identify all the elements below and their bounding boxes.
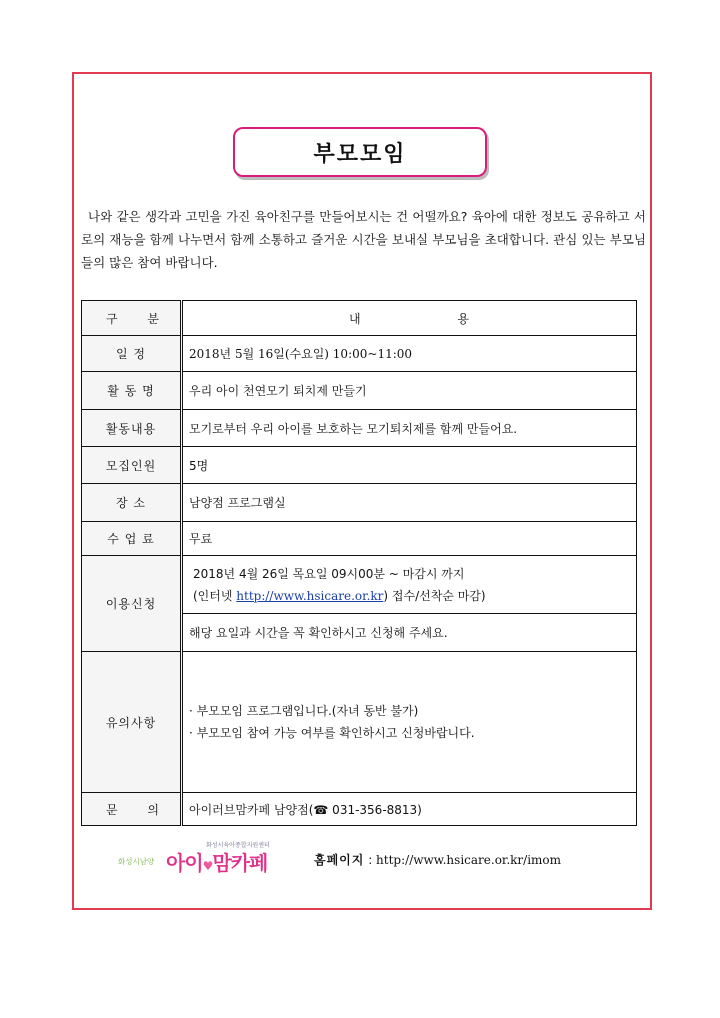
homepage-info: [314, 851, 561, 868]
header-label-cell: [82, 301, 182, 336]
table-header-row: [82, 301, 637, 336]
intro-paragraph: 나와 같은 생각과 고민을 가진 육아친구를 만들어보시는 건 어떨까요? 육아에 대한 정보도 공유하고 서로의 재능을 함께 나누면서 함께 소통하고 즐거운 시간을 보내실 부모님을 초대합니다. 관심 있는 부모님들의 많은 참여 바랍니다.: [81, 209, 646, 270]
header-content-cell: [182, 301, 637, 336]
apply-note: 해당 요일과 시간을 꼭 확인하시고 신청해 주세요.: [182, 614, 637, 652]
table-row: [82, 336, 637, 372]
logo-main-text: [166, 847, 267, 876]
contact-label-char-1: 문: [106, 802, 119, 817]
contact-value: 아이러브맘카페 남양점(☎ 031-356-8813): [182, 793, 637, 826]
notice-item-2: · 부모모임 참여 가능 여부를 확인하시고 신청바랍니다.: [189, 726, 475, 740]
table-row: [82, 793, 637, 826]
apply-line-1: 2018년 4월 26일 목요일 09시00분 ~ 마감시 까지: [193, 566, 465, 581]
contact-label-char-2: 의: [147, 802, 160, 817]
apply-line-2-prefix: (인터넷: [193, 588, 237, 603]
table-row: [82, 484, 637, 522]
notice-label: 유의사항: [82, 652, 182, 793]
apply-label: 이용신청: [82, 556, 182, 652]
place-label: 장 소: [82, 484, 182, 522]
logo-center-text: 화성시육아종합지원센터: [206, 842, 270, 849]
header-content-char-1: 내: [349, 311, 362, 326]
table-row: [82, 522, 637, 556]
activity-content-value: 모기로부터 우리 아이를 보호하는 모기퇴치제를 함께 만들어요.: [182, 410, 637, 447]
heart-icon: ♥: [202, 859, 213, 873]
header-label-char-2: 분: [147, 311, 160, 326]
fee-value: 무료: [182, 522, 637, 556]
logo-main-part-2: 맘카페: [212, 851, 268, 875]
table-row: [82, 410, 637, 447]
place-value: 남양점 프로그램실: [182, 484, 637, 522]
apply-cell: [182, 556, 637, 614]
imom-cafe-logo: [118, 843, 308, 875]
notice-item-1: · 부모모임 프로그램입니다.(자녀 동반 불가): [189, 704, 419, 718]
table-row: [82, 447, 637, 484]
activity-name-label: 활 동 명: [82, 372, 182, 410]
date-label: 일 정: [82, 336, 182, 372]
footer: [118, 843, 618, 875]
logo-main-part-1: 아이: [166, 851, 203, 875]
date-value: 2018년 5월 16일(수요일) 10:00~11:00: [182, 336, 637, 372]
apply-line-2: [193, 585, 630, 607]
homepage-separator: :: [364, 852, 377, 867]
logo-region-text: 화성시남양: [118, 857, 155, 866]
table-row: [82, 372, 637, 410]
program-info-table: [81, 300, 637, 826]
recruit-value: 5명: [182, 447, 637, 484]
activity-content-label: 활동내용: [82, 410, 182, 447]
hsicare-link[interactable]: http://www.hsicare.or.kr: [236, 588, 384, 603]
contact-label-cell: [82, 793, 182, 826]
header-label-char-1: 구: [106, 311, 119, 326]
activity-name-value: 우리 아이 천연모기 퇴치제 만들기: [182, 372, 637, 410]
notice-cell: [182, 652, 637, 793]
homepage-url[interactable]: http://www.hsicare.or.kr/imom: [376, 852, 562, 867]
fee-label: 수 업 료: [82, 522, 182, 556]
header-content-char-2: 용: [457, 311, 470, 326]
recruit-label: 모집인원: [82, 447, 182, 484]
apply-line-2-suffix: ) 접수/선착순 마감): [383, 588, 486, 603]
table-row: [82, 652, 637, 793]
page-title: 부모모임: [233, 127, 487, 177]
table-row: [82, 556, 637, 614]
homepage-label: 홈페이지: [314, 852, 365, 867]
